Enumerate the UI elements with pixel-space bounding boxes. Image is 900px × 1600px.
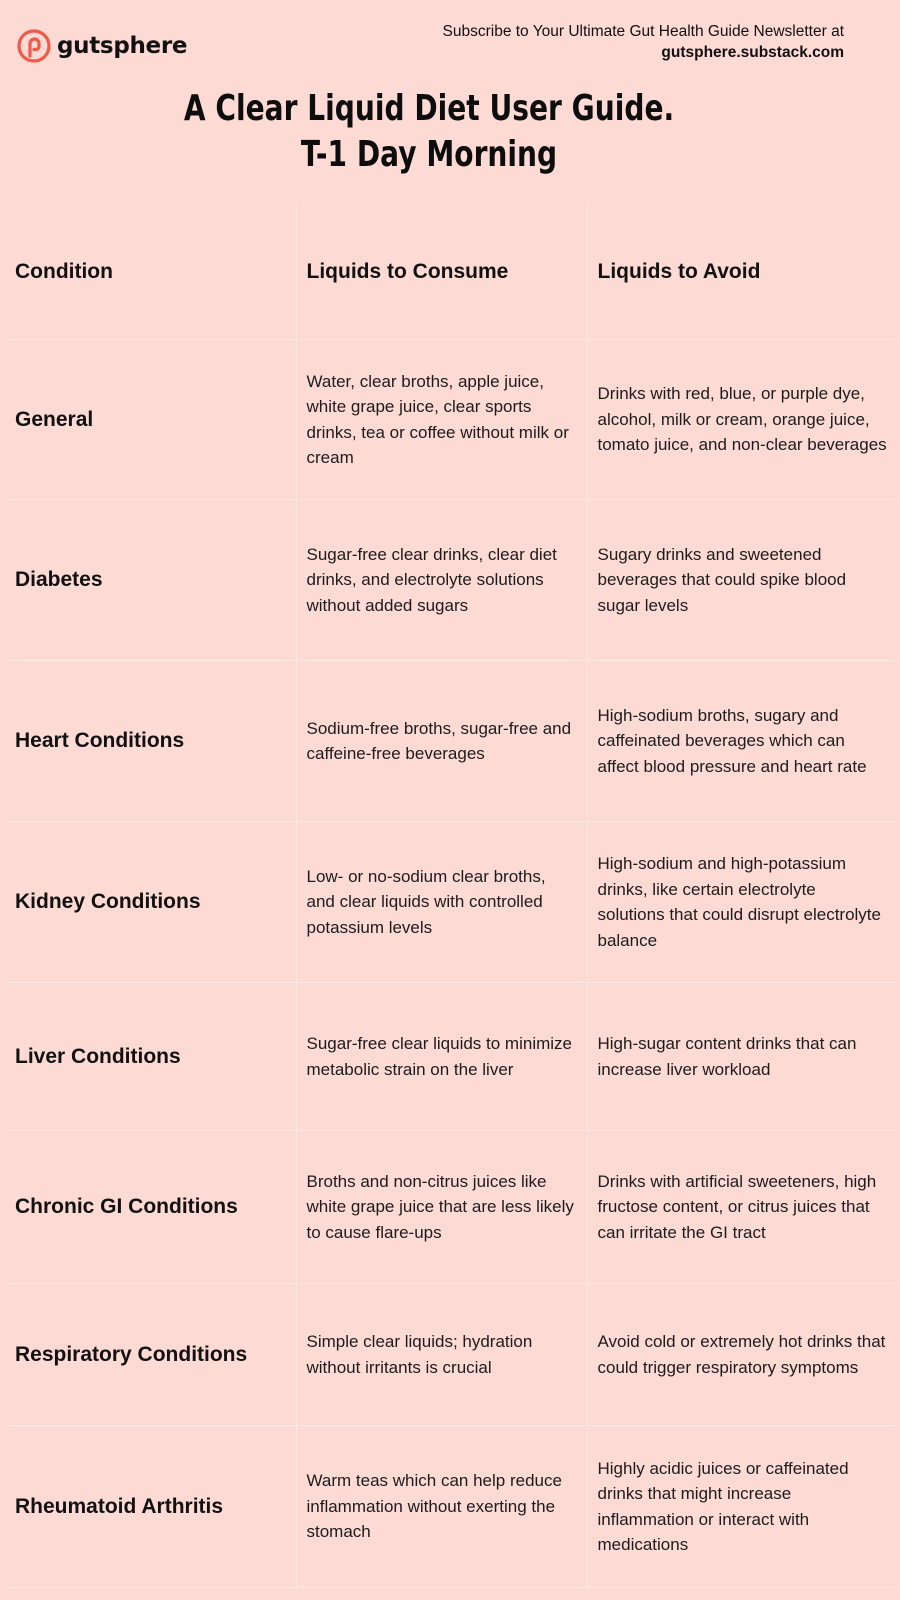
consume-cell: Low- or no-sodium clear broths, and clear liquids with controlled potassium levels xyxy=(296,822,587,983)
avoid-cell: Sugary drinks and sweetened beverages that could spike blood sugar levels xyxy=(587,500,897,661)
column-header-condition: Condition xyxy=(5,205,296,340)
consume-cell: Sodium-free broths, sugar-free and caffeine-free beverages xyxy=(296,661,587,822)
table-row xyxy=(5,983,897,1131)
consume-cell: Broths and non-citrus juices like white grape juice that are less likely to cause flare-ups xyxy=(296,1131,587,1284)
condition-cell: Kidney Conditions xyxy=(5,822,296,983)
avoid-cell: High-sodium and high-potassium drinks, like certain electrolyte solutions that could disrupt electrolyte balance xyxy=(587,822,897,983)
table-row xyxy=(5,1131,897,1284)
avoid-cell: Avoid cold or extremely hot drinks that could trigger respiratory symptoms xyxy=(587,1284,897,1426)
consume-cell: Simple clear liquids; hydration without irritants is crucial xyxy=(296,1284,587,1426)
condition-cell: Heart Conditions xyxy=(5,661,296,822)
avoid-cell: High-sugar content drinks that can increase liver workload xyxy=(587,983,897,1131)
column-header-avoid: Liquids to Avoid xyxy=(587,205,897,340)
table-row xyxy=(5,500,897,661)
gutsphere-logo-icon xyxy=(17,29,51,63)
diet-guide-table xyxy=(5,205,897,1588)
table-row xyxy=(5,1426,897,1588)
table-row xyxy=(5,661,897,822)
condition-cell: Liver Conditions xyxy=(5,983,296,1131)
subscribe-text: Subscribe to Your Ultimate Gut Health Guide Newsletter at xyxy=(442,23,844,40)
column-header-consume: Liquids to Consume xyxy=(296,205,587,340)
consume-cell: Sugar-free clear liquids to minimize metabolic strain on the liver xyxy=(296,983,587,1131)
title-line-2: T-1 Day Morning xyxy=(300,134,558,175)
consume-cell: Water, clear broths, apple juice, white grape juice, clear sports drinks, tea or coffee without milk or cream xyxy=(296,340,587,500)
condition-cell: Diabetes xyxy=(5,500,296,661)
condition-cell: General xyxy=(5,340,296,500)
avoid-cell: Drinks with artificial sweeteners, high fructose content, or citrus juices that can irritate the GI tract xyxy=(587,1131,897,1284)
consume-cell: Warm teas which can help reduce inflammation without exerting the stomach xyxy=(296,1426,587,1588)
title-line-1: A Clear Liquid Diet User Guide. xyxy=(183,88,675,129)
avoid-cell: Highly acidic juices or caffeinated drinks that might increase inflammation or interact with medications xyxy=(587,1426,897,1588)
condition-cell: Chronic GI Conditions xyxy=(5,1131,296,1284)
page-title xyxy=(94,86,763,178)
table-row xyxy=(5,1284,897,1426)
newsletter-link[interactable]: gutsphere.substack.com xyxy=(661,44,844,61)
condition-cell: Rheumatoid Arthritis xyxy=(5,1426,296,1588)
page-header xyxy=(0,0,900,200)
table-header-row xyxy=(5,205,897,340)
table-row xyxy=(5,340,897,500)
avoid-cell: Drinks with red, blue, or purple dye, alcohol, milk or cream, orange juice, tomato juice, and non-clear beverages xyxy=(587,340,897,500)
brand-name: gutsphere xyxy=(57,33,188,59)
avoid-cell: High-sodium broths, sugary and caffeinated beverages which can affect blood pressure and heart rate xyxy=(587,661,897,822)
condition-cell: Respiratory Conditions xyxy=(5,1284,296,1426)
consume-cell: Sugar-free clear drinks, clear diet drinks, and electrolyte solutions without added sugars xyxy=(296,500,587,661)
subscribe-banner xyxy=(443,21,844,63)
table-row xyxy=(5,822,897,983)
brand-logo[interactable] xyxy=(17,29,187,63)
